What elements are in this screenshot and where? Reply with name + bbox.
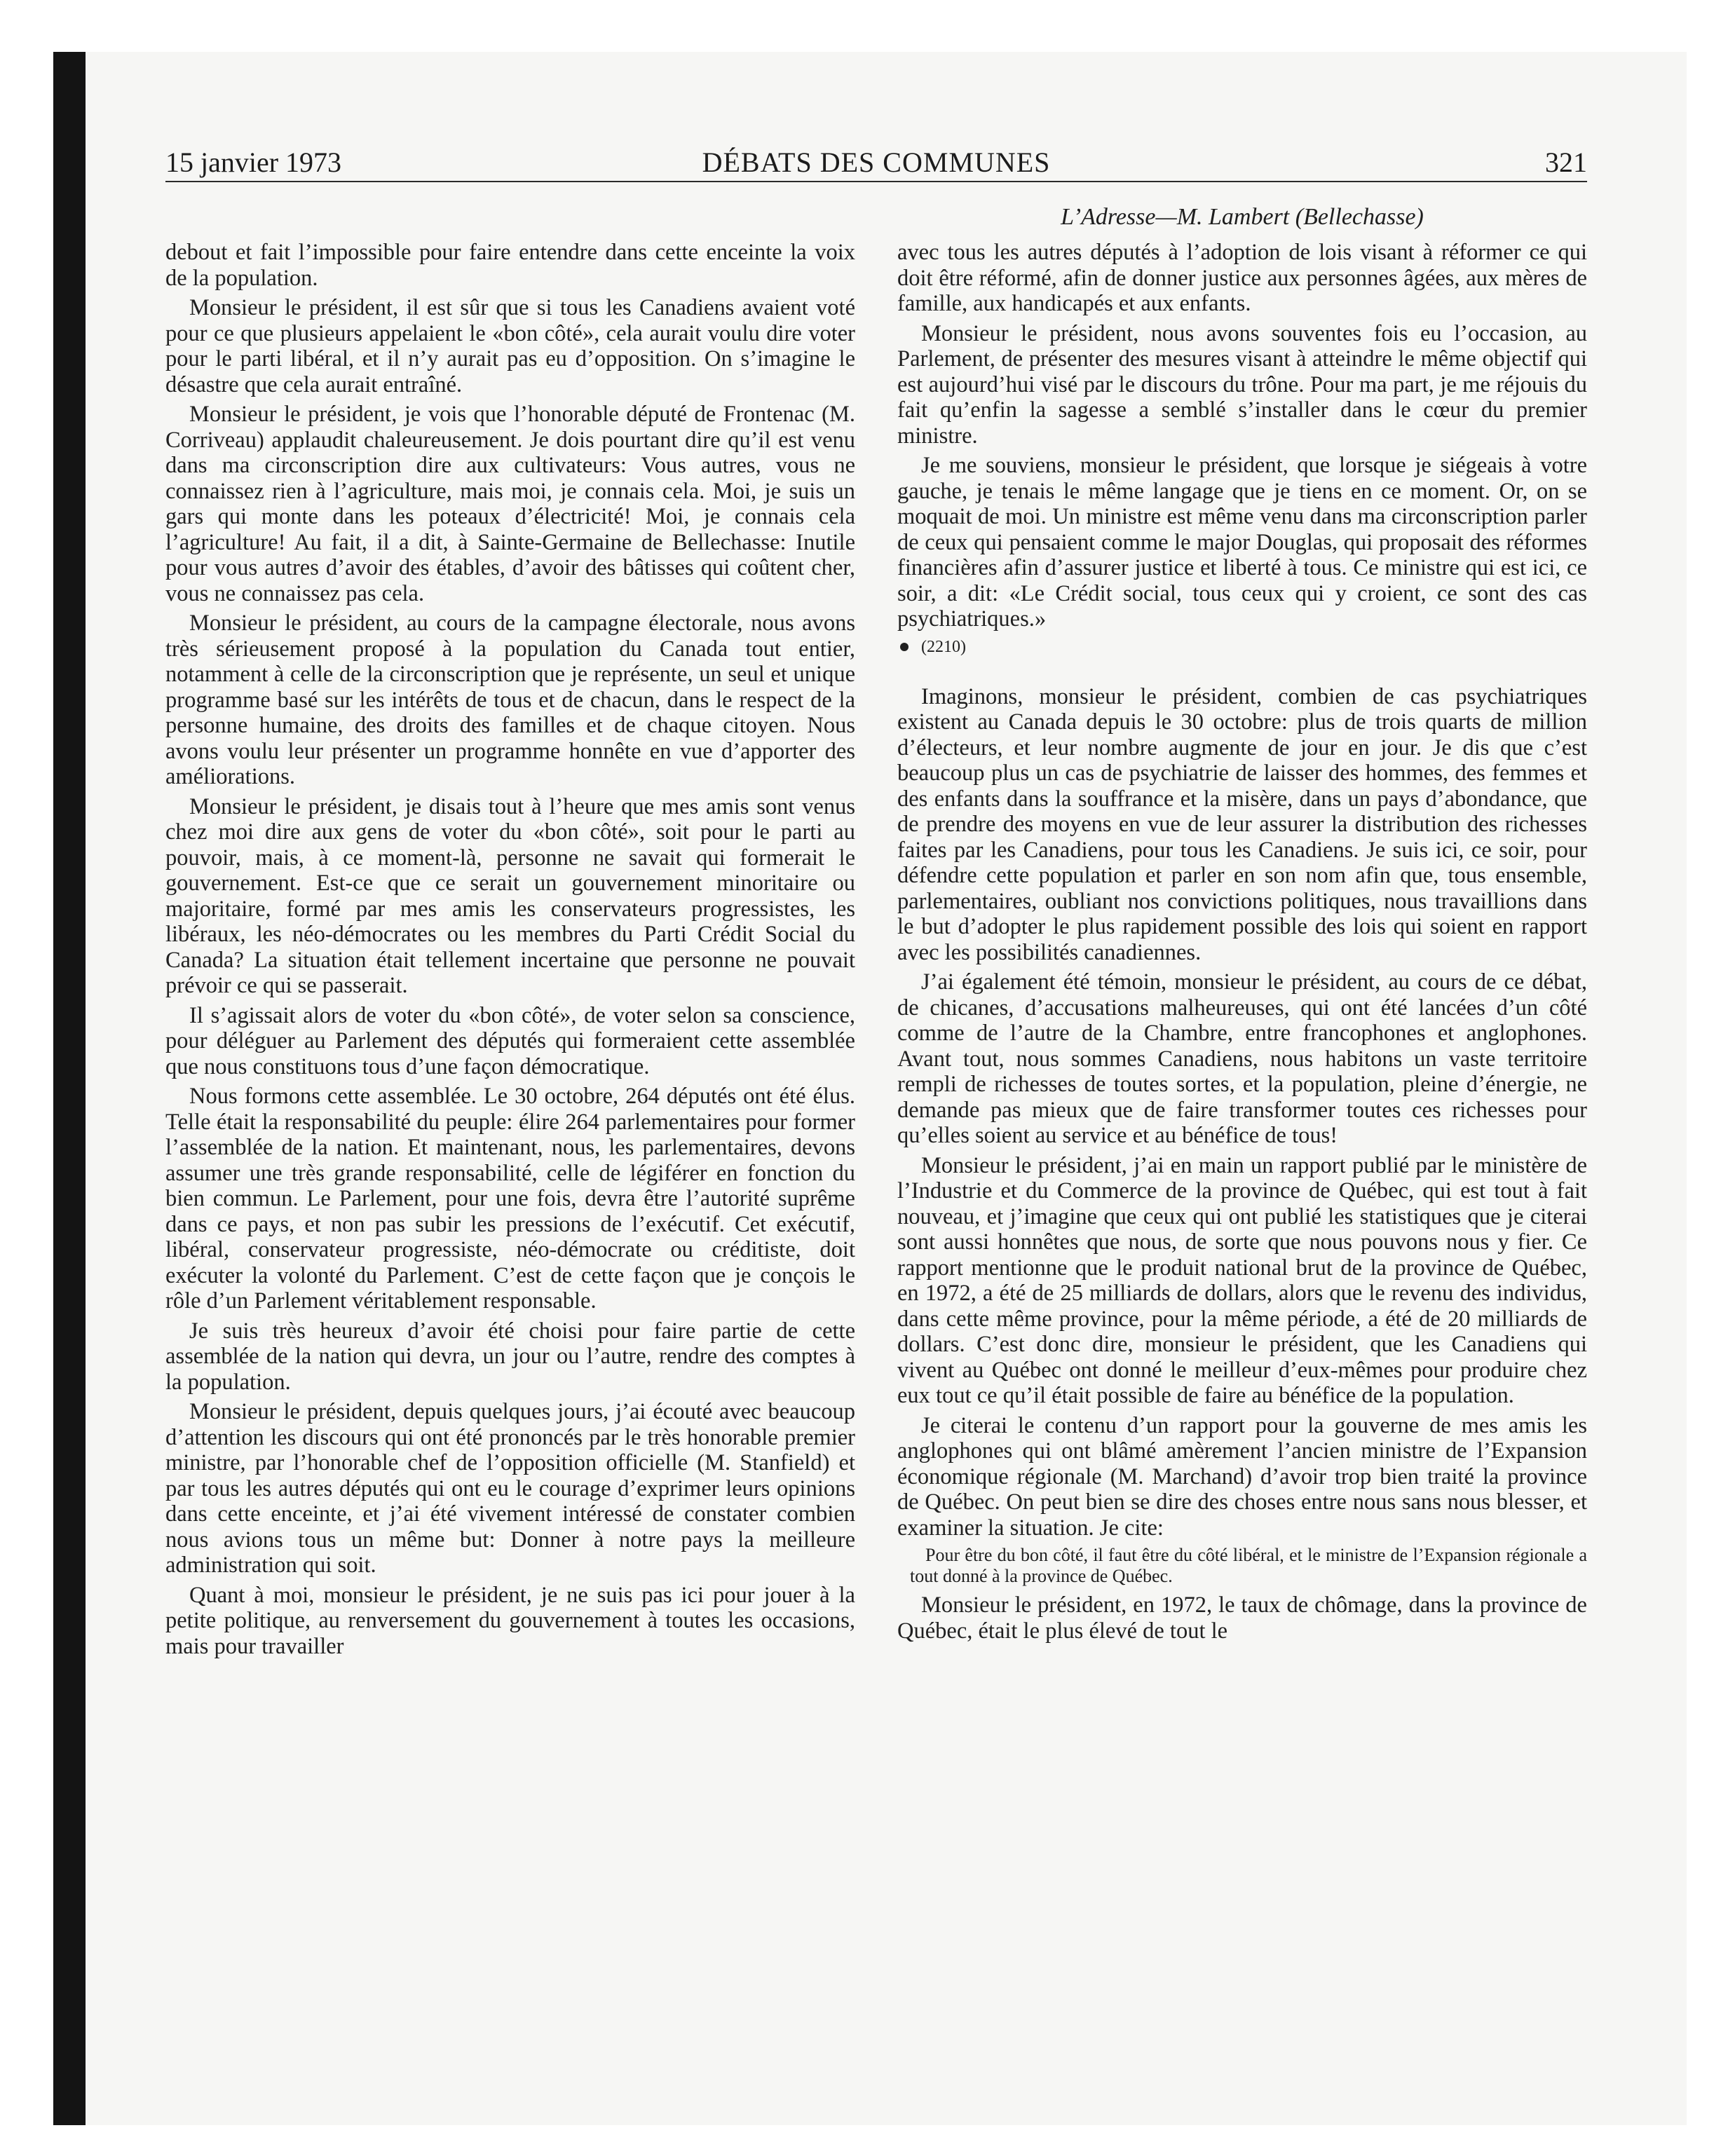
- block-quote: Pour être du bon côté, il faut être du côté libéral, et le ministre de l’Expansion régionale a tout donné à la province de Québec.: [910, 1545, 1587, 1586]
- paragraph: Imaginons, monsieur le président, combien de cas psychiatriques existent au Canada depuis le 30 octobre: plus de trois quarts de million d’électeurs, et leur nombre augmente de jour en jour. Je dis que c’est beaucoup plus un cas de psychiatrie de laisser des hommes, des femmes et des enfants dans la souffrance et la misère, dans un pays d’abondance, que de prendre des moyens en vue de leur assurer la distribution des richesses faites par les Canadiens, pour tous les Canadiens. Je suis ici, ce soir, pour défendre cette population et parler en son nom afin que, tous ensemble, parlementaires, oubliant nos convictions politiques, nous travaillions dans le but d’adopter le plus rapidement possible des lois qui soient en rapport avec les possibilités canadiennes.: [897, 683, 1587, 965]
- paragraph: Monsieur le président, il est sûr que si tous les Canadiens avaient voté pour ce que plusieurs appelaient le «bon côté», cela aurait voulu dire voter pour le parti libéral, et il n’y aurait pas eu d’opposition. On s’imagine le désastre que cela aurait entraîné.: [165, 295, 855, 397]
- paragraph: Monsieur le président, nous avons souventes fois eu l’occasion, au Parlement, de présenter des mesures visant à atteindre le même objectif qui est aujourd’hui visé par le discours du trône. Pour ma part, je me réjouis du fait qu’enfin la sagesse a semblé s’installer dans le cœur du premier ministre.: [897, 320, 1587, 449]
- header-title: DÉBATS DES COMMUNES: [702, 146, 1051, 178]
- page-header: [165, 144, 1587, 182]
- paragraph: Nous formons cette assemblée. Le 30 octobre, 264 députés ont été élus. Telle était la responsabilité du peuple: élire 264 parlementaires pour former l’assemblée de la nation. Et maintenant, nous, les parlementaires, devons assumer une très grande responsabilité, celle de légiférer en fonction du bien commun. Le Parlement, pour une fois, devra être l’autorité suprême dans ce pays, et non pas subir les pressions de l’exécutif. Cet exécutif, libéral, conservateur progressiste, néo-démocrate ou créditiste, doit exécuter la volonté du Parlement. C’est de cette façon que je conçois le rôle d’un Parlement véritablement responsable.: [165, 1084, 855, 1314]
- paragraph: avec tous les autres députés à l’adoption de lois visant à réformer ce qui doit être réformé, afin de donner justice aux personnes âgées, aux mères de famille, aux handicapés et aux enfants.: [897, 240, 1587, 316]
- paragraph: Je me souviens, monsieur le président, que lorsque je siégeais à votre gauche, je tenais le même langage que je tiens en ce moment. Or, on se moquait de moi. Un ministre est même venu dans ma circonscription parler de ceux qui pensaient comme le major Douglas, qui proposait des réformes financières afin d’assurer justice et liberté à tous. Ce ministre qui est ici, ce soir, a dit: «Le Crédit social, tous ceux qui y croient, ce sont des cas psychiatriques.»: [897, 453, 1587, 632]
- time-mark-label: (2210): [921, 637, 966, 656]
- paragraph: Monsieur le président, au cours de la campagne électorale, nous avons très sérieusement proposé à la population du Canada tout entier, notamment à celle de la circonscription que je représente, un seul et unique programme basé sur les intérêts de tous et de chacun, dans le respect de la personne humaine, des droits des familles et de chaque citoyen. Nous avons voulu leur présenter un programme honnête en vue d’apporter des améliorations.: [165, 610, 855, 789]
- paragraph: Il s’agissait alors de voter du «bon côté», de voter selon sa conscience, pour déléguer au Parlement des députés qui formeraient cette assemblée que nous constituons tous d’une façon démocratique.: [165, 1002, 855, 1079]
- paragraph: Je suis très heureux d’avoir été choisi pour faire partie de cette assemblée de la nation qui devra, un jour ou l’autre, rendre des comptes à la population.: [165, 1318, 855, 1395]
- running-title: L’Adresse—M. Lambert (Bellechasse): [1061, 204, 1424, 230]
- paragraph: Quant à moi, monsieur le président, je ne suis pas ici pour jouer à la petite politique, au renversement du gouvernement à toutes les occasions, mais pour travailler: [165, 1582, 855, 1659]
- book-spine-shadow: [53, 52, 86, 2125]
- paragraph: J’ai également été témoin, monsieur le président, au cours de ce débat, de chicanes, d’accusations malheureuses, qui ont été lancées d’un côté comme de l’autre de la Chambre, entre francophones et anglophones. Avant tout, nous sommes Canadiens, nous habitons un vaste territoire rempli de richesses de toutes sortes, et la population, pleine d’énergie, ne demande pas mieux que de faire transformer toutes ces richesses pour qu’elles soient au service et au bénéfice de tous!: [897, 969, 1587, 1148]
- paragraph: Je citerai le contenu d’un rapport pour la gouverne de mes amis les anglophones qui ont blâmé amèrement l’ancien ministre de l’Expansion économique régionale (M. Marchand) d’avoir trop bien traité la province de Québec. On peut bien se dire des choses entre nous sans nous blesser, et examiner la situation. Je cite:: [897, 1412, 1587, 1541]
- paragraph: Monsieur le président, depuis quelques jours, j’ai écouté avec beaucoup d’attention les discours qui ont été prononcés par le très honorable premier ministre, par l’honorable chef de l’opposition officielle (M. Stanfield) et par tous les autres députés qui ont eu le courage d’exprimer leurs opinions dans cette enceinte, et j’ai été vivement intéressé de constater combien nous avions tous un même but: Donner à notre pays la meilleure administration qui soit.: [165, 1399, 855, 1578]
- paragraph: Monsieur le président, en 1972, le taux de chômage, dans la province de Québec, était le plus élevé de tout le: [897, 1592, 1587, 1644]
- header-date: 15 janvier 1973: [165, 146, 342, 178]
- bullet-icon: [900, 643, 909, 651]
- paragraph: debout et fait l’impossible pour faire entendre dans cette enceinte la voix de la population.: [165, 240, 855, 291]
- paragraph: Monsieur le président, je disais tout à l’heure que mes amis sont venus chez moi dire aux gens de voter du «bon côté», soit pour le parti au pouvoir, mais, à ce moment-là, personne ne savait qui formerait le gouvernement. Est-ce que ce serait un gouvernement minoritaire ou majoritaire, formé par mes amis les conservateurs progressistes, les libéraux, les néo-démocrates ou les membres du Parti Crédit Social du Canada? La situation était tellement incertaine que personne ne pouvait prévoir ce qui se passerait.: [165, 793, 855, 998]
- paragraph: Monsieur le président, j’ai en main un rapport publié par le ministère de l’Industrie et du Commerce de la province de Québec, qui est tout à fait nouveau, et j’imagine que ceux qui ont publié les statistiques que je citerai sont aussi honnêtes que nous, de sorte que nous pouvons nous y fier. Ce rapport mentionne que le produit national brut de la province de Québec, en 1972, a été de 25 milliards de dollars, alors que le revenu des individus, dans cette même province, pour la même période, a été de 20 milliards de dollars. C’est donc dire, monsieur le président, que les Canadiens qui vivent au Québec ont donné le meilleur d’eux-mêmes pour produire chez eux tout ce qu’il était possible de faire au bénéfice de la population.: [897, 1152, 1587, 1408]
- header-page-number: 321: [1545, 146, 1587, 178]
- time-mark: [897, 636, 1587, 657]
- paragraph: Monsieur le président, je vois que l’honorable député de Frontenac (M. Corriveau) applaudit chaleureusement. Je dois pourtant dire qu’il est venu dans ma circonscription dire aux cultivateurs: Vous autres, vous ne connaissez rien à l’agriculture, mais moi, je connais cela. Moi, je suis un gars qui monte dans les poteaux d’électricité! Moi, je connais cela l’agriculture! Au fait, il a dit, à Sainte-Germaine de Bellechasse: Inutile pour vous autres d’avoir des étables, d’avoir des bâtisses qui coûtent cher, vous ne connaissez pas cela.: [165, 402, 855, 606]
- right-column: [897, 240, 1587, 1648]
- left-column: [165, 240, 855, 1663]
